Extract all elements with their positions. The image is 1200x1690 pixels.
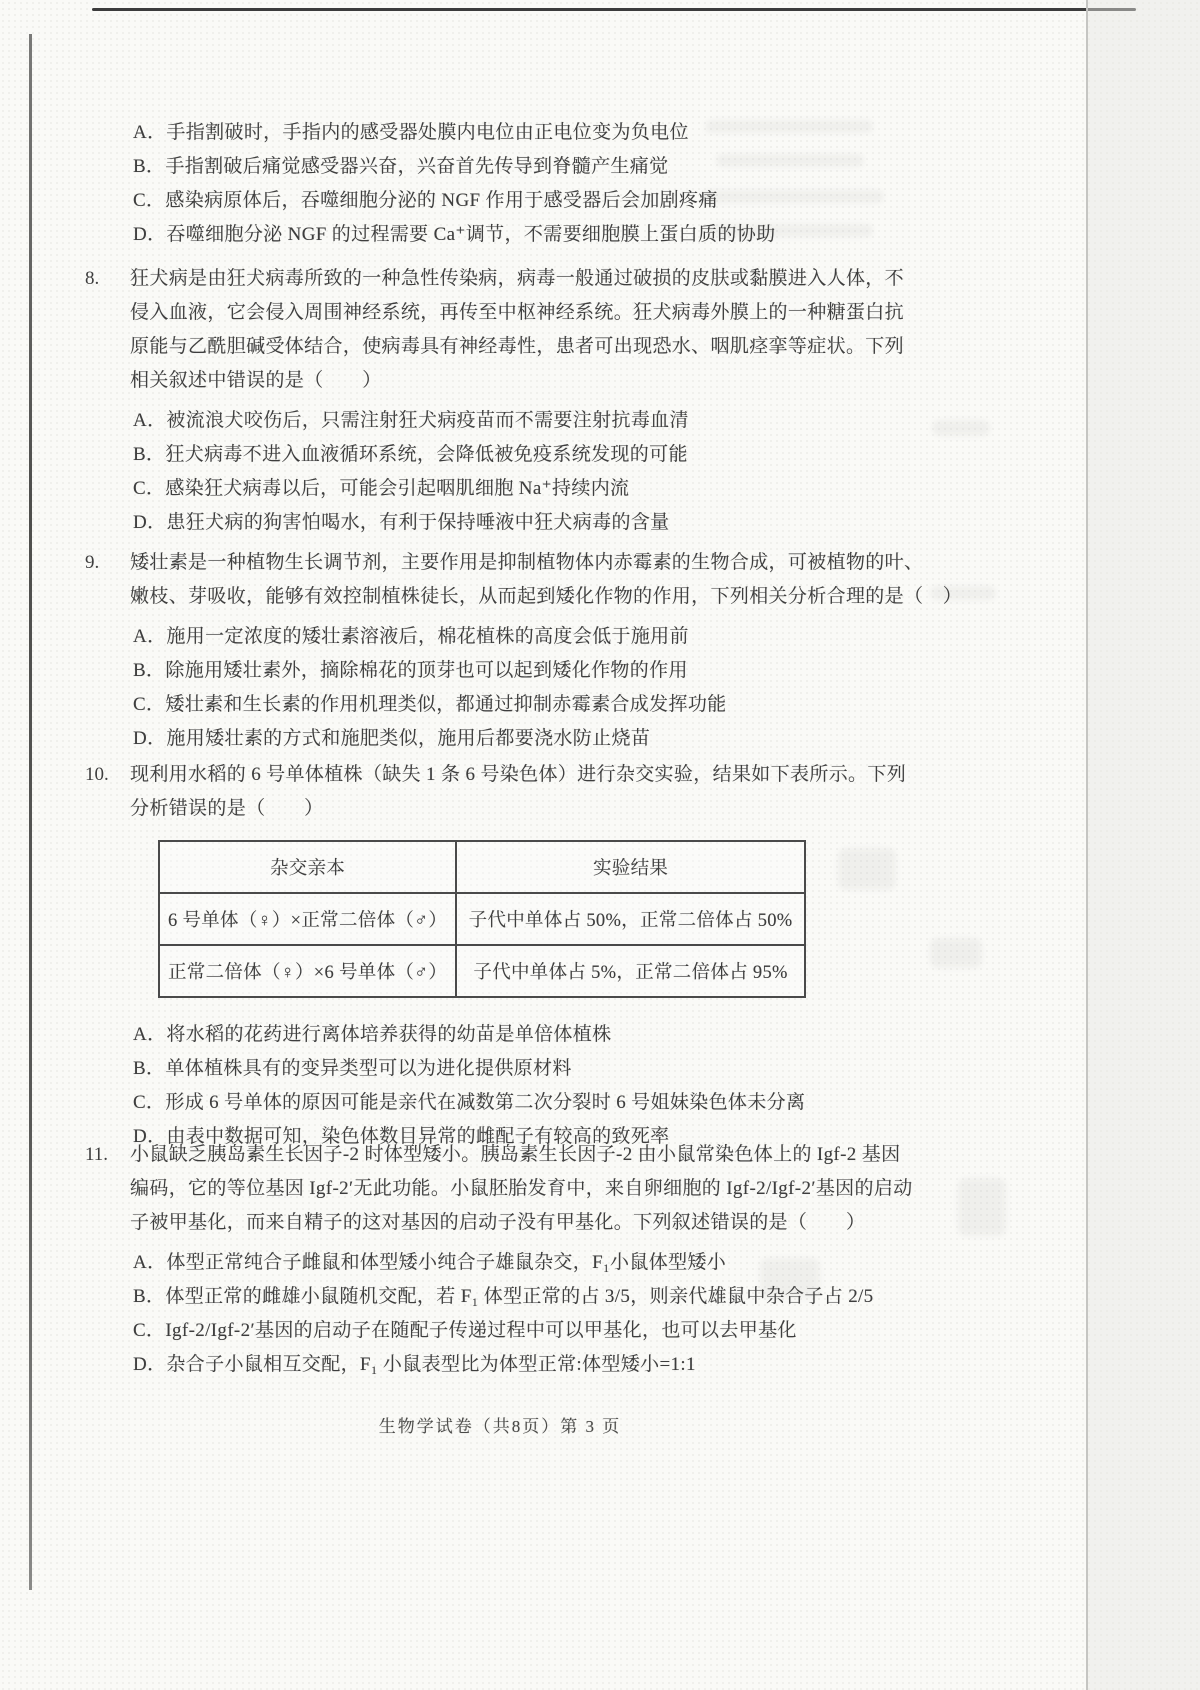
table-row — [159, 893, 805, 945]
stem-line: 狂犬病是由狂犬病毒所致的一种急性传染病，病毒一般通过破损的皮肤或黏膜进入人体，不 — [130, 268, 905, 289]
option-b: B．体型正常的雌雄小鼠随机交配，若 F₁ 体型正常的占 3/5，则亲代雄鼠中杂合子占 2/5 — [133, 1286, 874, 1307]
scan-left-edge — [29, 34, 32, 1590]
cross-experiment-table — [158, 840, 806, 998]
option-d: D．施用矮壮素的方式和施肥类似，施用后都要浇水防止烧苗 — [133, 728, 651, 749]
option-list — [133, 1246, 930, 1382]
option-a: A．被流浪犬咬伤后，只需注射狂犬病疫苗而不需要注射抗毒血清 — [133, 410, 689, 431]
question-10 — [85, 758, 930, 1154]
question-7-options — [85, 116, 930, 252]
table-header-results: 实验结果 — [456, 841, 805, 893]
stem-line: 侵入血液，它会侵入周围神经系统，再传至中枢神经系统。狂犬病毒外膜上的一种糖蛋白抗 — [130, 302, 905, 323]
question-number: 9. — [85, 552, 100, 573]
table-cell-results: 子代中单体占 50%，正常二倍体占 50% — [456, 893, 805, 945]
table-cell-results: 子代中单体占 5%，正常二倍体占 95% — [456, 945, 805, 997]
question-stem — [130, 758, 930, 826]
bleedthrough-smudge — [932, 420, 990, 436]
stem-line: 嫩枝、芽吸收，能够有效控制植株徒长，从而起到矮化作物的作用，下列相关分析合理的是（ ） — [130, 586, 963, 607]
stem-line: 编码，它的等位基因 Igf-2′无此功能。小鼠胚胎发育中，来自卵细胞的 Igf-2/Igf-2′基因的启动 — [130, 1178, 913, 1199]
question-stem — [130, 262, 930, 398]
option-d: D．杂合子小鼠相互交配，F₁ 小鼠表型比为体型正常:体型矮小=1:1 — [133, 1354, 696, 1375]
option-a: A．体型正常纯合子雌鼠和体型矮小纯合子雄鼠杂交，F₁小鼠体型矮小 — [133, 1252, 727, 1273]
stem-line: 现利用水稻的 6 号单体植株（缺失 1 条 6 号染色体）进行杂交实验，结果如下表所示。下列 — [130, 764, 907, 785]
option-d: D．患狂犬病的狗害怕喝水，有利于保持唾液中狂犬病毒的含量 — [133, 512, 670, 533]
question-number: 8. — [85, 268, 100, 289]
option-c: C．形成 6 号单体的原因可能是亲代在减数第二次分裂时 6 号姐妹染色体未分离 — [133, 1092, 806, 1113]
option-d: D．吞噬细胞分泌 NGF 的过程需要 Ca⁺调节，不需要细胞膜上蛋白质的协助 — [133, 224, 776, 245]
table-cell-parents: 正常二倍体（♀）×6 号单体（♂） — [159, 945, 456, 997]
table-header-parents: 杂交亲本 — [159, 841, 456, 893]
stem-line: 原能与乙酰胆碱受体结合，使病毒具有神经毒性，患者可出现恐水、咽肌痉挛等症状。下列 — [130, 336, 905, 357]
option-list — [133, 404, 930, 540]
stem-line: 相关叙述中错误的是（ ） — [130, 370, 382, 391]
option-list — [133, 1018, 930, 1154]
stem-line: 小鼠缺乏胰岛素生长因子-2 时体型矮小。胰岛素生长因子-2 由小鼠常染色体上的 Igf-2 基因 — [130, 1144, 901, 1165]
question-9 — [85, 546, 963, 756]
table-header-row — [159, 841, 805, 893]
scan-right-edge — [1086, 0, 1088, 1690]
option-a: A．将水稻的花药进行离体培养获得的幼苗是单倍体植株 — [133, 1024, 612, 1045]
option-b: B．狂犬病毒不进入血液循环系统，会降低被免疫系统发现的可能 — [133, 444, 688, 465]
scan-top-edge — [92, 8, 1136, 11]
question-8 — [85, 262, 930, 540]
option-c: C．Igf-2/Igf-2′基因的启动子在随配子传递过程中可以甲基化，也可以去甲基化 — [133, 1320, 797, 1341]
option-b: B．单体植株具有的变异类型可以为进化提供原材料 — [133, 1058, 572, 1079]
bleedthrough-smudge — [958, 1178, 1006, 1236]
scan-right-margin — [1088, 0, 1200, 1690]
stem-line: 子被甲基化，而来自精子的这对基因的启动子没有甲基化。下列叙述错误的是（ ） — [130, 1212, 866, 1233]
table-row — [159, 945, 805, 997]
option-b: B．除施用矮壮素外，摘除棉花的顶芽也可以起到矮化作物的作用 — [133, 660, 688, 681]
option-c: C．感染狂犬病毒以后，可能会引起咽肌细胞 Na⁺持续内流 — [133, 478, 630, 499]
question-stem — [130, 546, 963, 614]
question-stem — [130, 1138, 930, 1240]
option-c: C．矮壮素和生长素的作用机理类似，都通过抑制赤霉素合成发挥功能 — [133, 694, 727, 715]
option-b: B．手指割破后痛觉感受器兴奋，兴奋首先传导到脊髓产生痛觉 — [133, 156, 669, 177]
bleedthrough-smudge — [930, 938, 982, 968]
option-c: C．感染病原体后，吞噬细胞分泌的 NGF 作用于感受器后会加剧疼痛 — [133, 190, 718, 211]
question-number: 10. — [85, 764, 109, 785]
stem-line: 分析错误的是（ ） — [130, 798, 324, 819]
question-11 — [85, 1138, 930, 1382]
table-cell-parents: 6 号单体（♀）×正常二倍体（♂） — [159, 893, 456, 945]
option-list — [133, 116, 930, 252]
option-list — [133, 620, 930, 756]
stem-line: 矮壮素是一种植物生长调节剂，主要作用是抑制植物体内赤霉素的生物合成，可被植物的叶、 — [130, 552, 924, 573]
option-a: A．手指割破时，手指内的感受器处膜内电位由正电位变为负电位 — [133, 122, 689, 143]
option-a: A．施用一定浓度的矮壮素溶液后，棉花植株的高度会低于施用前 — [133, 626, 689, 647]
option-d: D．由表中数据可知，染色体数目异常的雌配子有较高的致死率 — [133, 1126, 670, 1147]
page-footer: 生物学试卷（共8页）第 3 页 — [378, 1417, 622, 1436]
question-number: 11. — [85, 1144, 109, 1165]
